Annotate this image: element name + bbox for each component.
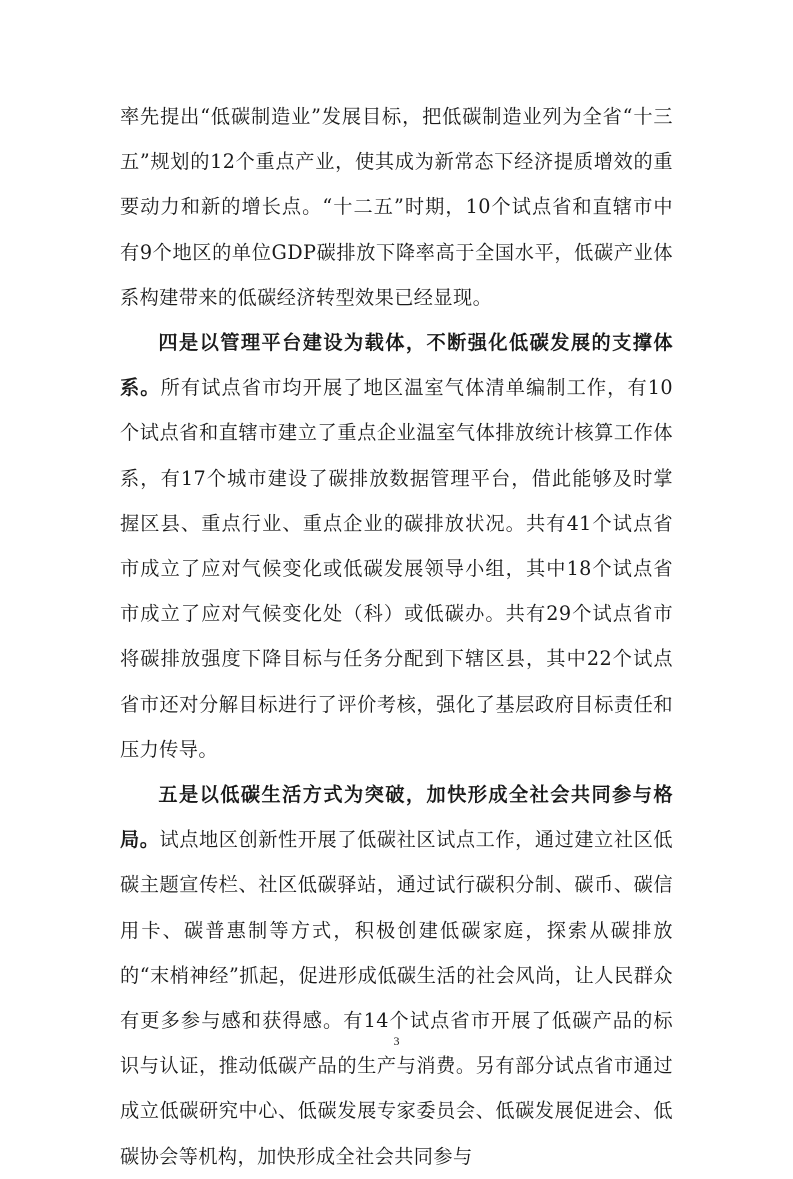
page-number: 3 [393,1034,400,1048]
paragraph-3-text: 试点地区创新性开展了低碳社区试点工作，通过建立社区低碳主题宣传栏、社区低碳驿站，通过试行碳积分制、碳币、碳信用卡、碳普惠制等方式，积极创建低碳家庭，探索从碳排放的“末梢神经”抓起，促进形成低碳生活的社会风尚，让人民群众有更多参与感和获得感。有14个试点省市开展了低碳产品的标识与认证，推动低碳产品的生产与消费。另有部分试点省市通过成立低碳研究中心、低碳发展专家委员会、低碳发展促进会、低碳协会等机构，加快形成全社会共同参与 [120,828,673,1168]
paragraph-2-lead: 四是以管理平台建设为载体，不断强化低碳发展的支撑体系。 [120,331,673,400]
paragraph-2 [120,320,673,772]
paragraph-2-text: 所有试点省市均开展了地区温室气体清单编制工作，有10个试点省和直辖市建立了重点企业温室气体排放统计核算工作体系，有17个城市建设了碳排放数据管理平台，借此能够及时掌握区县、重点行业、重点企业的碳排放状况。共有41个试点省市成立了应对气候变化或低碳发展领导小组，其中18个试点省市成立了应对气候变化处（科）或低碳办。共有29个试点省市将碳排放强度下降目标与任务分配到下辖区县，其中22个试点省市还对分解目标进行了评价考核，强化了基层政府目标责任和压力传导。 [120,376,673,761]
document-body [120,94,673,1179]
paragraph-1-text: 率先提出“低碳制造业”发展目标，把低碳制造业列为全省“十三五”规划的12个重点产业，使其成为新常态下经济提质增效的重要动力和新的增长点。“十二五”时期，10个试点省和直辖市中有9个地区的单位GDP碳排放下降率高于全国水平，低碳产业体系构建带来的低碳经济转型效果已经显现。 [120,105,673,309]
paragraph-1 [120,94,673,320]
paragraph-3 [120,772,673,1179]
paragraph-3-lead: 五是以低碳生活方式为突破，加快形成全社会共同参与格局。 [120,783,673,852]
